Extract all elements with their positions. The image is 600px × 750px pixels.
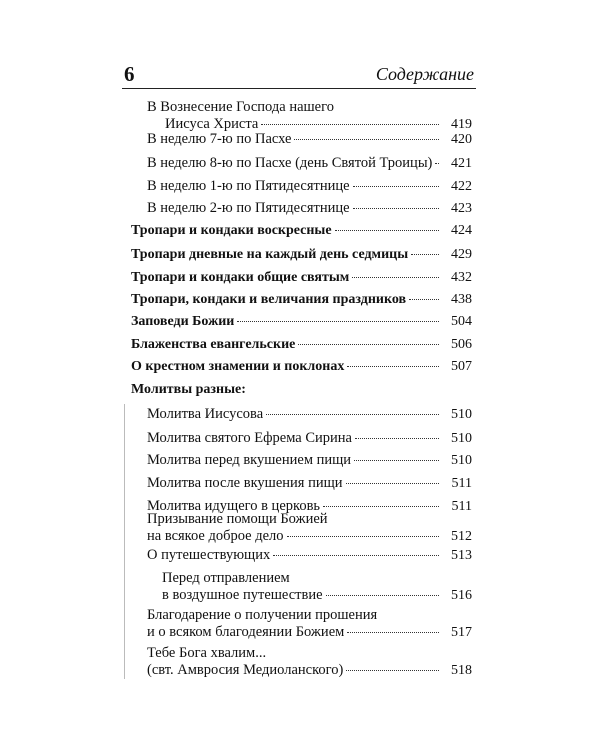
toc-entry[interactable] bbox=[131, 313, 472, 330]
toc-page-number: 419 bbox=[451, 117, 472, 132]
page-header bbox=[124, 62, 474, 86]
header-rule bbox=[122, 88, 476, 89]
toc-page-number: 438 bbox=[451, 292, 472, 307]
toc-entry[interactable] bbox=[147, 607, 472, 641]
toc-entry[interactable] bbox=[147, 155, 472, 172]
toc-entry[interactable] bbox=[131, 291, 472, 308]
toc-page-number: 510 bbox=[451, 431, 472, 446]
toc-entry-text: Молитва перед вкушением пищи bbox=[147, 452, 352, 468]
toc-page-number: 424 bbox=[451, 223, 472, 238]
toc-entry-text: Призывание помощи Божией bbox=[147, 511, 328, 527]
toc-entry[interactable] bbox=[147, 99, 472, 133]
toc-entry-text: О крестном знамении и поклонах bbox=[131, 359, 345, 374]
toc-section-heading[interactable] bbox=[131, 381, 472, 398]
toc-entry-text: Тропари дневные на каждый день седмицы bbox=[131, 247, 409, 262]
toc-entry-text: Перед отправлением bbox=[162, 570, 290, 586]
toc-entry-text: Молитва после вкушения пищи bbox=[147, 475, 343, 491]
toc-entry-text: Блаженства евангельские bbox=[131, 337, 296, 352]
dot-leader bbox=[287, 536, 439, 537]
section-title: Содержание bbox=[375, 64, 474, 84]
dot-leader bbox=[298, 344, 439, 345]
dot-leader bbox=[352, 277, 439, 278]
dot-leader bbox=[273, 555, 439, 556]
toc-entry-text: на всякое доброе дело bbox=[147, 528, 284, 544]
dot-leader bbox=[435, 163, 439, 164]
dot-leader bbox=[411, 254, 439, 255]
dot-leader bbox=[326, 595, 439, 596]
toc-entry[interactable] bbox=[147, 547, 472, 564]
toc-page-number: 510 bbox=[451, 407, 472, 422]
toc-entry-text: Молитвы разные: bbox=[131, 382, 246, 397]
toc-entry-text: В Вознесение Господа нашего bbox=[147, 99, 334, 115]
toc-entry[interactable] bbox=[147, 430, 472, 447]
toc-entry[interactable] bbox=[147, 475, 472, 492]
toc-page-number: 504 bbox=[451, 314, 472, 329]
toc-page-number: 511 bbox=[451, 476, 472, 491]
toc-entry-text: в воздушное путешествие bbox=[162, 587, 323, 603]
toc-page-number: 429 bbox=[451, 247, 472, 262]
toc-entry[interactable] bbox=[162, 570, 472, 604]
toc-page-number: 422 bbox=[451, 179, 472, 194]
toc-entry[interactable] bbox=[147, 452, 472, 469]
toc-entry[interactable] bbox=[147, 406, 472, 423]
toc-entry-text: Тропари и кондаки воскресные bbox=[131, 223, 332, 238]
toc-entry-text: О путешествующих bbox=[147, 547, 271, 563]
indent-line bbox=[124, 404, 125, 679]
dot-leader bbox=[346, 670, 439, 671]
toc-page-number: 423 bbox=[451, 201, 472, 216]
toc-entry-text: В неделю 7-ю по Пасхе bbox=[147, 131, 292, 147]
dot-leader bbox=[353, 186, 439, 187]
toc-page-number: 510 bbox=[451, 453, 472, 468]
toc-entry-text: Тропари и кондаки общие святым bbox=[131, 270, 350, 285]
toc-entry[interactable] bbox=[131, 246, 472, 263]
toc-entry[interactable] bbox=[131, 222, 472, 239]
toc-entry[interactable] bbox=[147, 511, 472, 545]
toc-entry-text: Молитва Иисусова bbox=[147, 406, 264, 422]
toc-entry-text: и о всяком благодеянии Божием bbox=[147, 624, 345, 640]
toc-page-number: 511 bbox=[451, 499, 472, 514]
toc-page-number: 516 bbox=[451, 588, 472, 603]
toc-page-number: 506 bbox=[451, 337, 472, 352]
toc-entry-text: Благодарение о получении прошения bbox=[147, 607, 378, 623]
toc-entry-text: Тебе Бога хвалим... bbox=[147, 645, 267, 661]
toc-entry[interactable] bbox=[131, 269, 472, 286]
toc-entry-text: Молитва идущего в церковь bbox=[147, 498, 321, 514]
toc-page-number: 517 bbox=[451, 625, 472, 640]
toc-page-number: 432 bbox=[451, 270, 472, 285]
toc-entry-text: В неделю 1-ю по Пятидесятнице bbox=[147, 178, 350, 194]
toc-entry-text: Иисуса Христа bbox=[165, 116, 259, 132]
dot-leader bbox=[261, 124, 439, 125]
toc-page-number: 507 bbox=[451, 359, 472, 374]
page-number: 6 bbox=[124, 62, 135, 86]
toc-page-number: 513 bbox=[451, 548, 472, 563]
dot-leader bbox=[346, 483, 439, 484]
toc-entry[interactable] bbox=[147, 178, 472, 195]
toc-entry[interactable] bbox=[147, 200, 472, 217]
dot-leader bbox=[353, 208, 439, 209]
toc-entry-text: В неделю 8-ю по Пасхе (день Святой Троицы) bbox=[147, 155, 433, 171]
dot-leader bbox=[354, 460, 439, 461]
toc-entry[interactable] bbox=[147, 645, 472, 679]
dot-leader bbox=[347, 632, 439, 633]
toc-page-number: 518 bbox=[451, 663, 472, 678]
toc-entry-text: В неделю 2-ю по Пятидесятнице bbox=[147, 200, 350, 216]
dot-leader bbox=[347, 366, 439, 367]
dot-leader bbox=[266, 414, 439, 415]
toc-page-number: 512 bbox=[451, 529, 472, 544]
toc-page-number: 420 bbox=[451, 132, 472, 147]
dot-leader bbox=[335, 230, 439, 231]
toc-entry-text: Тропари, кондаки и величания праздников bbox=[131, 292, 407, 307]
dot-leader bbox=[323, 506, 439, 507]
toc-entry-text: Молитва святого Ефрема Сирина bbox=[147, 430, 352, 446]
dot-leader bbox=[409, 299, 439, 300]
toc-entry[interactable] bbox=[131, 358, 472, 375]
dot-leader bbox=[237, 321, 439, 322]
toc-entry-text: (свт. Амвросия Медиоланского) bbox=[147, 662, 344, 678]
toc-entry[interactable] bbox=[147, 131, 472, 148]
toc-entry-text: Заповеди Божии bbox=[131, 314, 235, 329]
toc-page-number: 421 bbox=[451, 156, 472, 171]
dot-leader bbox=[355, 438, 439, 439]
toc-entry[interactable] bbox=[131, 336, 472, 353]
dot-leader bbox=[294, 139, 439, 140]
